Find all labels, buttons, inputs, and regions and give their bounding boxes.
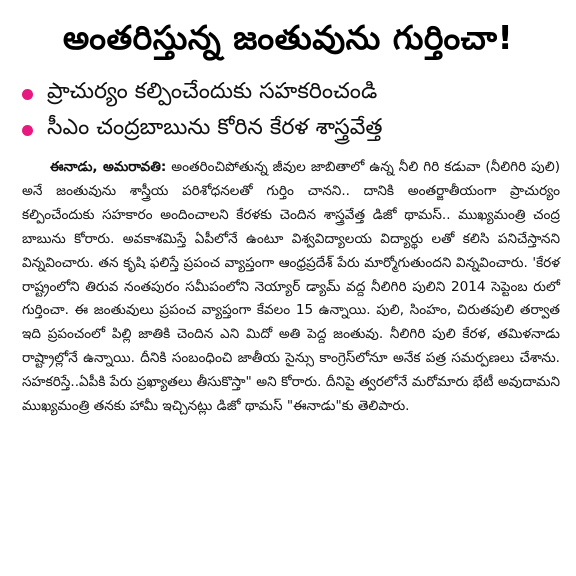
sub-headline-text: ప్రాచుర్యం కల్పించేందుకు సహకరించండి — [47, 79, 378, 104]
sub-headline-list — [22, 76, 562, 148]
article-body — [22, 156, 560, 419]
article-text: అంతరించిపోతున్న జీవుల జాబితాలో ఉన్న నీలి గిరి కడువా (నీలిగిరి పులి) అనే జంతువును శాస్త్రీయ పరిశోధనలతో గుర్తిం చానని.. దానికి అంతర్జాతీయంగా ప్రాచుర్యం కల్పించేందుకు సహకారం అందించాలని కేరళకు చెందిన శాస్త్రవేత్త డిజో థామస్.. ముఖ్యమంత్రి చంద్ర బాబును కోరారు. అవకాశమిస్తే ఏపీలోనే ఉంటూ విశ్వవిద్యాలయ విద్యార్థు లతో కలిసి పనిచేస్తానని విన్నవించారు. తన కృషి ఫలిస్తే ప్రపంచ వ్యాప్తంగా ఆంధ్రప్రదేశ్ పేరు మార్మోగుతుందని విన్నవించారు. 'కేరళ రాష్ట్రంలోని తిరువ నంతపురం సమీపంలోని నెయ్యార్ డ్యామ్ వద్ద నీలిగిరి పులిని 2014 సెప్టెంబ రులో గుర్తించా. ఈ జంతువులు ప్రపంచ వ్యాప్తంగా కేవలం 15 ఉన్నాయి. పులి, సింహం, చిరుతపులి తర్వాత ఇది ప్రపంచంలో పిల్లి జాతికి చెందిన ఎని మిదో అతి పెద్ద జంతువు. నీలిగిరి పులి కేరళ, తమిళనాడు రాష్ట్రాల్లోనే ఉన్నాయి. దీనికి సంబంధించి జాతీయ సైన్సు కాంగ్రెస్‌లోనూ అనేక పత్ర సమర్పణలు చేశాను. సహకరిస్తే..ఏపీకి పేరు ప్రఖ్యాతలు తీసుకొస్తా" అని కోరారు. దీనిపై త్వరలోనే మరోమారు భేటీ అవుదామని ముఖ్యమంత్రి తనకు హామీ ఇచ్చినట్లు డిజో థామస్ "ఈనాడు"కు తెలిపారు. — [22, 159, 560, 415]
cut-off-text-fragment — [0, 0, 576, 6]
sub-headline-text: సీఎం చంద్రబాబును కోరిన కేరళ శాస్త్రవేత్త — [47, 115, 383, 140]
bullet-icon — [22, 125, 33, 136]
sub-headline-item — [22, 76, 562, 112]
bullet-icon — [22, 89, 33, 100]
sub-headline-item — [22, 112, 562, 148]
dateline: ఈనాడు, అమరావతి: — [50, 159, 167, 175]
headline: అంతరిస్తున్న జంతువును గుర్తించా! — [62, 18, 514, 57]
